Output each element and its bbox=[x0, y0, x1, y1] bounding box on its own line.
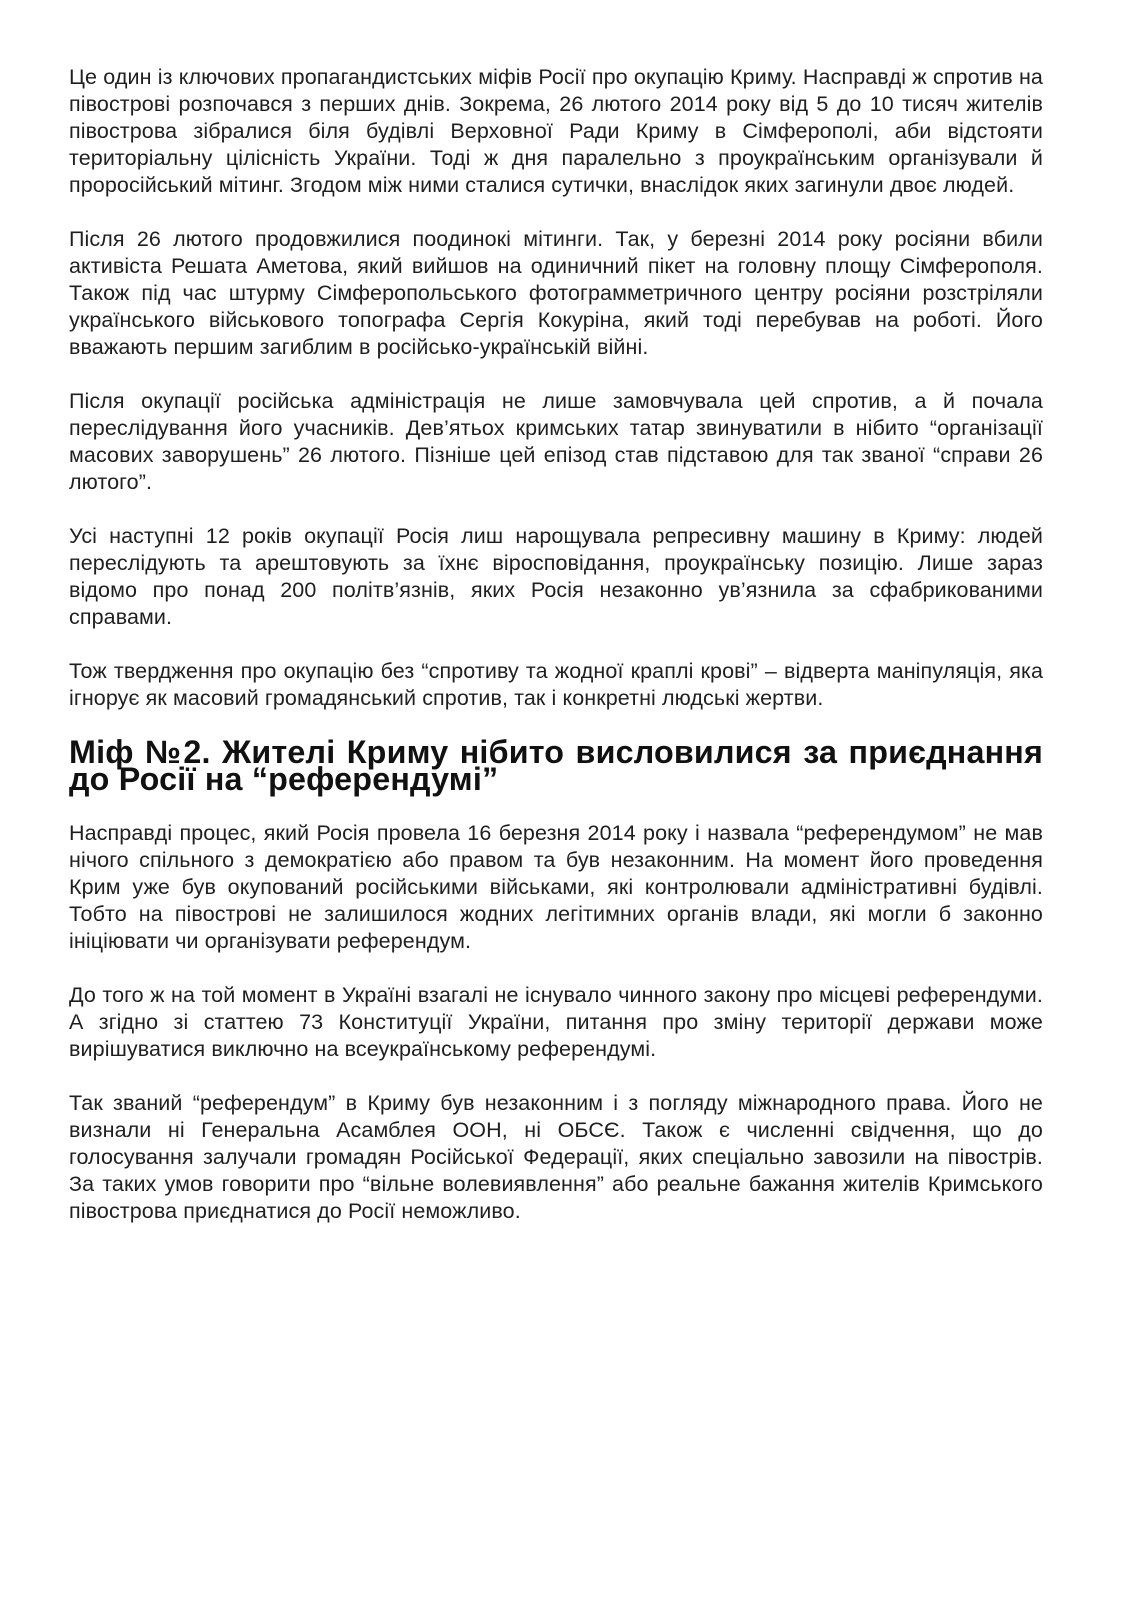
paragraph-repressive-machine: Усі наступні 12 років окупації Росія лиш нарощувала репресивну машину в Криму: людей переслідують та арештовують за їхнє віросповідання, проукраїнську позицію. Лише зараз відомо про понад 200 політв’язнів, яких Росія незаконно ув’язнила за сфабрикованими справами. bbox=[69, 524, 1043, 629]
paragraph-no-local-referendum-law: До того ж на той момент в Україні взагалі не існувало чинного закону про місцеві референдуми. А згідно зі статтею 73 Конституції України, питання про зміну території держави може вирішуватися виключно на всеукраїнському референдумі. bbox=[69, 983, 1043, 1061]
paragraph-persecution-of-participants: Після окупації російська адміністрація не лише замовчувала цей спротив, а й почала переслідування його учасників. Дев’ятьох кримських татар звинуватили в нібито “організації масових заворушень” 26 лютого. Пізніше цей епізод став підставою для так званої “справи 26 лютого”. bbox=[69, 389, 1043, 494]
paragraph-myth-1-conclusion: Тож твердження про окупацію без “спротиву та жодної краплі крові” – відверта маніпуляція, яка ігнорує як масовий громадянський спротив, так і конкретні людські жертви. bbox=[69, 659, 1043, 710]
paragraph-resistance-first-days: Це один із ключових пропагандистських міфів Росії про окупацію Криму. Насправді ж спротив на півострові розпочався з перших днів. Зокрема, 26 лютого 2014 року від 5 до 10 тисяч жителів півострова зібралися біля будівлі Верховної Ради Криму в Сімферополі, аби відстояти територіальну цілісність України. Тоді ж дня паралельно з проукраїнським організували й проросійський мітинг. Згодом між ними сталися сутички, внаслідок яких загинули двоє людей. bbox=[69, 65, 1043, 197]
document-page bbox=[69, 64, 1043, 1252]
paragraph-international-law: Так званий “референдум” в Криму був незаконним і з погляду міжнародного права. Його не визнали ні Генеральна Асамблея ООН, ні ОБСЄ. Також є численні свідчення, що до голосування залучали громадян Російської Федерації, яких спеціально завозили на півострів. За таких умов говорити про “вільне волевиявлення” або реальне бажання жителів Кримського півострова приєднатися до Росії неможливо. bbox=[69, 1091, 1043, 1223]
paragraph-referendum-process: Насправді процес, який Росія провела 16 березня 2014 року і назвала “референдумом” не мав нічого спільного з демократією або правом та був незаконним. На момент його проведення Крим уже був окупований російськими військами, які контролювали адміністративні будівлі. Тобто на півострові не залишилося жодних легітимних органів влади, які могли б законно ініціювати чи організувати референдум. bbox=[69, 821, 1043, 953]
section-heading-myth-2: Міф №2. Жителі Криму нібито висловилися за приєднання до Росії на “референдумі” bbox=[69, 734, 1043, 797]
paragraph-rallies-after-26-february: Після 26 лютого продовжилися поодинокі мітинги. Так, у березні 2014 року росіяни вбили активіста Решата Аметова, який вийшов на одиничний пікет на головну площу Сімферополя. Також під час штурму Сімферопольського фотограмметричного центру росіяни розстріляли українського військового топографа Сергія Кокуріна, який тоді перебував на роботі. Його вважають першим загиблим в російсько-українській війні. bbox=[69, 227, 1043, 359]
